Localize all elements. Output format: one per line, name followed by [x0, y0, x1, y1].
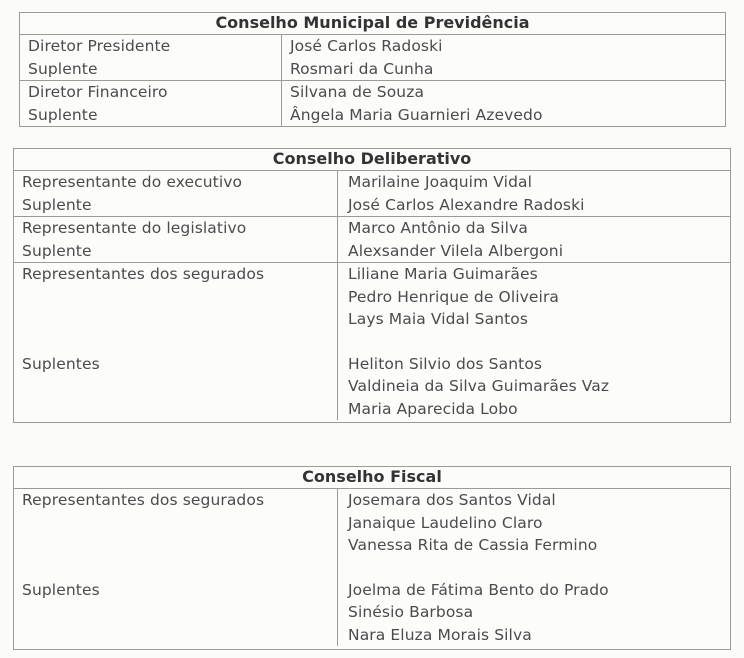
member-name: Lays Maia Vidal Santos — [348, 310, 529, 328]
member-name: Nara Eluza Morais Silva — [348, 625, 532, 644]
name-cell — [338, 489, 730, 646]
member-name: Liliane Maria Guimarães — [348, 265, 538, 283]
role-cell — [14, 171, 338, 216]
member-name: Valdineia da Silva Guimarães Vaz — [348, 377, 610, 395]
table-row — [20, 81, 725, 126]
member-name: José Carlos Radoski — [290, 37, 443, 55]
table-row — [14, 489, 730, 646]
table-title: Conselho Municipal de Previdência — [20, 13, 725, 35]
member-name: Pedro Henrique de Oliveira — [348, 287, 560, 306]
member-name: Maria Aparecida Lobo — [348, 399, 518, 418]
role-label: Suplentes — [22, 354, 100, 373]
conselho-fiscal-table — [13, 466, 731, 650]
role-label: Suplente — [22, 195, 92, 214]
member-name: Sinésio Barbosa — [348, 603, 474, 621]
member-name: Marco Antônio da Silva — [348, 219, 528, 237]
name-cell — [282, 35, 725, 80]
table-row — [14, 263, 730, 420]
member-name: Josemara dos Santos Vidal — [348, 491, 556, 509]
member-name: Marilaine Joaquim Vidal — [348, 173, 533, 191]
conselho-deliberativo-table — [13, 148, 731, 423]
table-row — [20, 35, 725, 81]
role-label: Suplente — [28, 105, 98, 124]
role-label: Representantes dos segurados — [22, 265, 265, 283]
name-cell — [338, 171, 730, 216]
table-title: Conselho Deliberativo — [14, 149, 730, 171]
role-label: Suplente — [22, 241, 92, 260]
name-cell — [282, 81, 725, 126]
member-name: Ângela Maria Guarnieri Azevedo — [290, 105, 543, 124]
role-cell — [14, 489, 338, 646]
table-row — [14, 217, 730, 263]
role-label: Representante do executivo — [22, 173, 243, 191]
member-name: Alexsander Vilela Albergoni — [348, 241, 564, 260]
member-name: Joelma de Fátima Bento do Prado — [348, 580, 609, 599]
role-label: Suplentes — [22, 580, 100, 599]
member-name: José Carlos Alexandre Radoski — [348, 195, 585, 214]
role-cell — [20, 35, 282, 80]
role-cell — [14, 217, 338, 262]
name-cell — [338, 263, 730, 420]
table-title: Conselho Fiscal — [14, 467, 730, 489]
member-name: Janaique Laudelino Claro — [348, 513, 543, 532]
member-name: Silvana de Souza — [290, 83, 425, 101]
role-label: Diretor Presidente — [28, 37, 171, 55]
name-cell — [338, 217, 730, 262]
member-name: Heliton Silvio dos Santos — [348, 354, 543, 373]
table-row — [14, 171, 730, 217]
conselho-municipal-table — [19, 12, 726, 127]
role-cell — [14, 263, 338, 420]
role-label: Representantes dos segurados — [22, 491, 265, 509]
member-name: Rosmari da Cunha — [290, 59, 434, 78]
role-label: Suplente — [28, 59, 98, 78]
role-cell — [20, 81, 282, 126]
role-label: Diretor Financeiro — [28, 83, 168, 101]
role-label: Representante do legislativo — [22, 219, 247, 237]
member-name: Vanessa Rita de Cassia Fermino — [348, 536, 598, 554]
